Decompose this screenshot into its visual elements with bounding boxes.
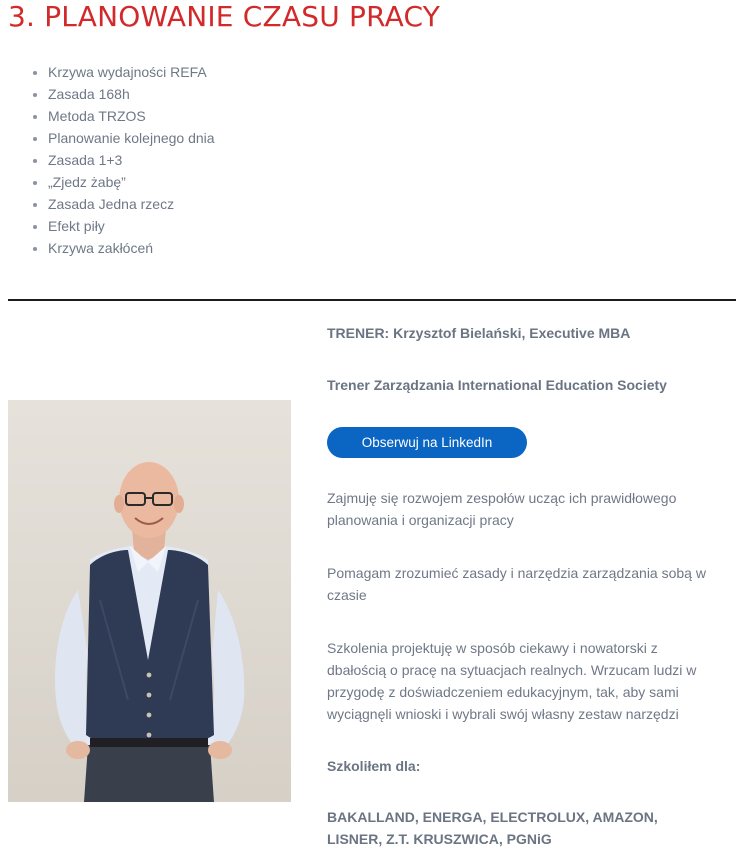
bio-paragraph: Pomagam zrozumieć zasady i narzędzia zarządzania sobą w czasie: [327, 565, 706, 603]
list-item: • „Zjedz żabę”: [48, 171, 215, 193]
linkedin-follow-button[interactable]: Obserwuj na LinkedIn: [327, 427, 527, 458]
section-title: 3. PLANOWANIE CZASU PRACY: [8, 0, 441, 33]
section-divider: [8, 299, 736, 301]
list-item: • Zasada 168h: [48, 83, 215, 105]
list-item: • Efekt piły: [48, 215, 215, 237]
trainer-portrait-illustration: [8, 400, 291, 802]
trainer-role: Trener Zarządzania International Education Society: [327, 377, 667, 393]
list-item: • Planowanie kolejnego dnia: [48, 127, 215, 149]
trainer-bio: [327, 322, 719, 344]
list-item: • Krzywa zakłóceń: [48, 237, 215, 259]
topic-list: [28, 61, 215, 259]
list-item: • Zasada 1+3: [48, 149, 215, 171]
list-item: • Zasada Jedna rzecz: [48, 193, 215, 215]
trainer-name: TRENER: Krzysztof Bielański, Executive MBA: [327, 325, 631, 341]
bio-paragraph: Szkolenia projektuję w sposób ciekawy i nowatorski z dbałością o pracę na sytuacjach realnych. Wrzucam ludzi w przygodę z doświadczeniem edukacyjnym, tak, aby sami wyciągnęli wnioski i wybrali swój własny zestaw narzędzi: [327, 640, 697, 722]
list-item: • Metoda TRZOS: [48, 105, 215, 127]
clients-heading: Szkoliłem dla:: [327, 758, 421, 774]
list-item: • Krzywa wydajności REFA: [48, 61, 215, 83]
clients-list: BAKALLAND, ENERGA, ELECTROLUX, AMAZON, LISNER, Z.T. KRUSZWICA, PGNiG: [327, 809, 658, 847]
bio-paragraph: Zajmuję się rozwojem zespołów ucząc ich prawidłowego planowania i organizacji pracy: [327, 490, 677, 528]
trainer-photo: [8, 400, 291, 802]
